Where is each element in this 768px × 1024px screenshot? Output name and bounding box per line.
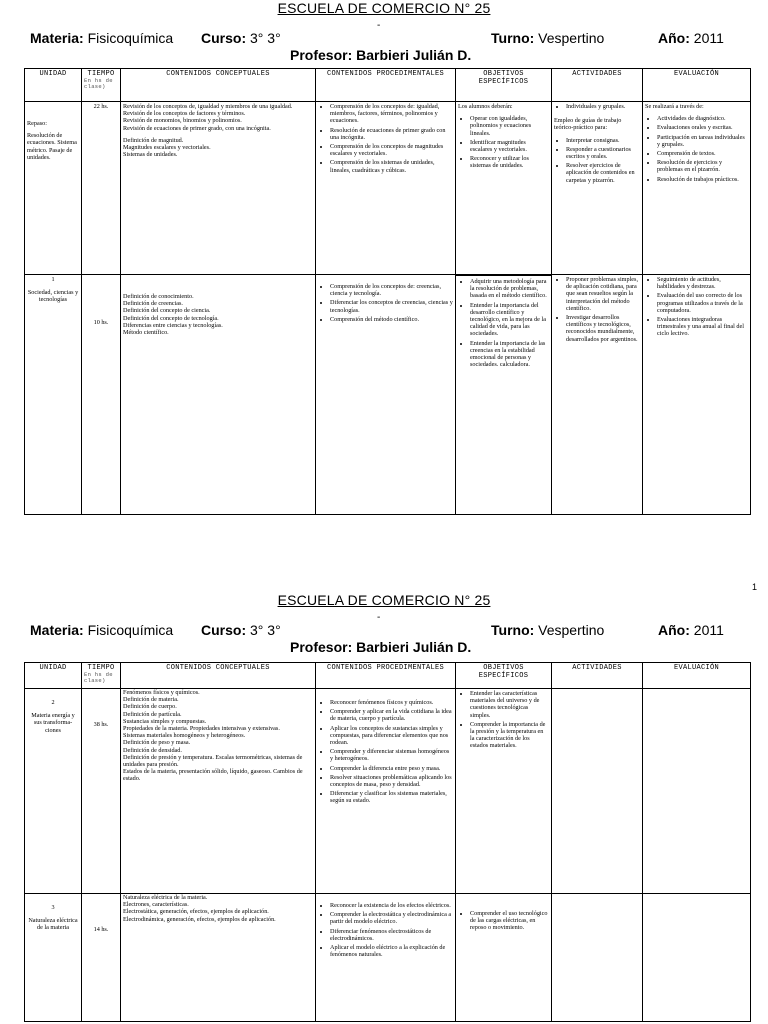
anio-value: 2011 — [693, 30, 724, 46]
evaluacion-cell — [643, 689, 751, 894]
curso-label: Curso: — [201, 622, 247, 638]
list-item: • Resolver ejercicios de aplicación de contenidos en carpetas y pizarrón. — [566, 162, 640, 184]
profesor-label: Profesor: — [290, 47, 353, 63]
procedimentales-cell — [316, 689, 456, 894]
list-item: • Adquirir una metodología para la resolución de problemas, basada en el método científico. — [470, 278, 549, 300]
list-item: • Responder a cuestionarios escritos y orales. — [566, 146, 640, 160]
curso-field — [201, 622, 281, 638]
unit-line: Repaso: — [27, 120, 47, 127]
list-item: • Evaluaciones integradoras trimestrales y una anual al final del ciclo lectivo. — [657, 316, 748, 338]
content-line: Definición del concepto de tecnología. — [123, 314, 219, 322]
content-line: Estados de la materia, presentación sólido, líquido, gaseoso. Cambios de estado. — [123, 768, 303, 783]
turno-value: Vespertino — [538, 30, 605, 46]
evaluacion-cell — [643, 275, 751, 515]
anio-label: Año: — [658, 622, 690, 638]
list-item: • Operar con igualdades, polinomios y ecuaciones lineales. — [470, 115, 549, 137]
materia-label: Materia: — [30, 622, 84, 638]
unit-cell — [25, 275, 82, 515]
list-item: • Comprender y aplicar en la vida cotidiana la idea de materia, cuerpo y partícula. — [330, 708, 453, 722]
list-item: • Diferenciar los conceptos de creencias, ciencias y tecnologías. — [330, 299, 453, 313]
content-line: Definición de peso y masa. — [123, 739, 191, 747]
plan-table-page-1 — [24, 68, 751, 515]
col-conceptuales: CONTENIDOS CONCEPTUALES — [121, 69, 316, 102]
unit-number: 1 — [51, 276, 55, 283]
list-item: • Entender la importancia del desarrollo científico y tecnológico, en la mejora de la calidad de vida, para las sociedades. — [470, 302, 549, 338]
content-line: Diferencias entre ciencias y tecnologías. — [123, 321, 223, 329]
time-cell: 38 hs. — [82, 689, 121, 894]
col-conceptuales: CONTENIDOS CONCEPTUALES — [121, 663, 316, 689]
col-objetivos: OBJETIVOS ESPECÍFICOS — [456, 663, 552, 689]
list-item: • Resolución de ejercicios y problemas en el pizarrón. — [657, 159, 748, 173]
col-evaluacion: EVALUACIÓN — [643, 663, 751, 689]
content-line: Sistemas materiales homogéneos y heterogéneos. — [123, 732, 246, 740]
col-tiempo — [82, 663, 121, 689]
actividades-cell — [552, 689, 643, 894]
objetivos-intro: Los alumnos deberán: — [458, 103, 513, 110]
school-title: ESCUELA DE COMERCIO N° 25 — [277, 592, 491, 608]
list-item: • Proponer problemas simples, de aplicación cotidiana, para que sean resueltos según la interpretación del método científico. — [566, 276, 640, 312]
anio-field — [658, 30, 724, 46]
content-line: Definición de densidad. — [123, 746, 182, 754]
time-cell: 22 hs. — [82, 102, 121, 275]
profesor-label: Profesor: — [290, 639, 353, 655]
list-item: • Reconocer la existencia de los efectos eléctricos. — [330, 902, 453, 909]
actividades-cell — [552, 102, 643, 275]
table-row — [25, 894, 751, 1022]
profesor-value: Barbieri Julián D. — [356, 639, 472, 655]
content-line: Fenómenos físicos y químicos. — [123, 689, 200, 696]
list-item: • Evaluaciones orales y escritas. — [657, 124, 748, 131]
content-line: Definición de materia. — [123, 696, 179, 704]
content-line: Definición del concepto de ciencia. — [123, 307, 211, 315]
list-item: • Resolución de trabajos prácticos. — [657, 176, 748, 183]
list-item: • Comprensión de los conceptos de: creencias, ciencia y tecnología. — [330, 283, 453, 297]
list-item: • Seguimiento de actitudes, habilidades y destrezas. — [657, 276, 748, 290]
content-line: Definición de magnitud. — [123, 136, 184, 144]
content-line: Definición de presión y temperatura. Escalas termométricas, sistemas de unidades para presión. — [123, 753, 303, 769]
procedimentales-cell — [316, 275, 456, 515]
content-line: Método científico. — [123, 329, 169, 337]
list-item: • Evaluación del uso correcto de los programas utilizados a través de la computadora. — [657, 292, 748, 314]
time-cell: 10 hs. — [82, 275, 121, 515]
content-line: Sistemas de unidades. — [123, 151, 178, 159]
list-item: • Interpretar consignas. — [566, 137, 640, 144]
objetivos-cell — [456, 894, 552, 1022]
objetivos-cell — [456, 689, 552, 894]
col-procedimentales: CONTENIDOS PROCEDIMENTALES — [316, 69, 456, 102]
col-tiempo-sub: En hs de clase) — [84, 671, 113, 684]
col-tiempo-label: TIEMPO — [87, 664, 115, 672]
list-item: • Comprender la diferencia entre peso y masa. — [330, 765, 453, 772]
materia-label: Materia: — [30, 30, 84, 46]
profesor-field — [290, 47, 471, 63]
content-line: Electrostática, generación, efectos, ejemplos de aplicación. — [123, 908, 269, 916]
conceptuales-cell — [121, 894, 316, 1022]
content-line: Propiedades de la materia. Propiedades intensivas y extensivas. — [123, 725, 280, 733]
page-number: 1 — [752, 582, 758, 592]
actividades-cell — [552, 275, 643, 515]
curso-field — [201, 30, 281, 46]
unit-line: Resolución de ecuaciones. Sistema métrico. Pasaje de unidades. — [27, 132, 77, 161]
objetivos-cell — [456, 275, 552, 515]
content-line: Electrodinámica, generación, efectos, ejemplos de aplicación. — [123, 915, 276, 923]
anio-field — [658, 622, 724, 638]
list-item: • Comprensión de textos. — [657, 150, 748, 157]
procedimentales-cell — [316, 894, 456, 1022]
list-item: • Comprensión de los conceptos de magnitudes escalares y vectoriales. — [330, 143, 453, 157]
table-header-row — [25, 69, 751, 102]
actividades-intro: Empleo de guías de trabajo teórico-práctico para: — [554, 117, 622, 132]
col-tiempo — [82, 69, 121, 102]
procedimentales-cell — [316, 102, 456, 275]
curso-value: 3° 3° — [250, 30, 281, 46]
anio-label: Año: — [658, 30, 690, 46]
col-actividades: ACTIVIDADES — [552, 69, 643, 102]
list-item: • Aplicar el modelo eléctrico a la explicación de fenómenos naturales. — [330, 944, 453, 958]
turno-label: Turno: — [491, 622, 535, 638]
curso-label: Curso: — [201, 30, 247, 46]
table-row — [25, 275, 751, 515]
unit-cell — [25, 102, 82, 275]
header-dash: - — [377, 20, 381, 31]
col-evaluacion: EVALUACIÓN — [643, 69, 751, 102]
list-item: • Individuales y grupales. — [566, 103, 640, 110]
profesor-value: Barbieri Julián D. — [356, 47, 472, 63]
turno-label: Turno: — [491, 30, 535, 46]
col-procedimentales: CONTENIDOS PROCEDIMENTALES — [316, 663, 456, 689]
table-row — [25, 689, 751, 894]
materia-value: Fisicoquímica — [87, 30, 174, 46]
anio-value: 2011 — [693, 622, 724, 638]
materia-value: Fisicoquímica — [87, 622, 174, 638]
unit-cell — [25, 689, 82, 894]
list-item: • Entender las características materiales del universo y de cuestiones tecnológicas simples. — [470, 690, 549, 719]
actividades-cell — [552, 894, 643, 1022]
time-cell: 14 hs. — [82, 894, 121, 1022]
list-item: • Comprensión de los sistemas de unidades, lineales, cuadráticas y cúbicas. — [330, 159, 453, 173]
content-line: Definición de conocimiento. — [123, 293, 194, 300]
unit-name: Materia energía y sus transforma-ciones — [31, 712, 75, 734]
materia-field — [30, 622, 173, 638]
unit-number: 2 — [51, 699, 55, 706]
evaluacion-cell — [643, 102, 751, 275]
list-item: • Actividades de diagnóstico. — [657, 115, 748, 122]
list-item: • Entender la importancia de las creencias en la estabilidad emocional de personas y sociedades. calculadora. — [470, 340, 549, 369]
col-tiempo-sub: En hs de clase) — [84, 77, 113, 90]
list-item: • Comprender el uso tecnológico de las cargas eléctricas, en reposo o movimiento. — [470, 910, 549, 932]
content-line: Revisión de los conceptos de factores y términos. — [123, 110, 246, 118]
list-item: • Resolución de ecuaciones de primer grado con una incógnita. — [330, 127, 453, 141]
list-item: • Comprender la importancia de la presión y la temperatura en la caracterización de los estados materiales. — [470, 721, 549, 750]
curso-value: 3° 3° — [250, 622, 281, 638]
col-tiempo-label: TIEMPO — [87, 70, 115, 78]
list-item: • Resolver situaciones problemáticas aplicando los conceptos de masa, peso y densidad. — [330, 774, 453, 788]
turno-value: Vespertino — [538, 622, 605, 638]
turno-field — [491, 622, 604, 638]
materia-field — [30, 30, 173, 46]
content-line: Naturaleza eléctrica de la materia. — [123, 894, 208, 901]
content-line: Definición de partícula. — [123, 710, 182, 718]
turno-field — [491, 30, 604, 46]
list-item: • Comprensión del método científico. — [330, 316, 453, 323]
content-line: Revisión de monomios, binomios y polinomios. — [123, 117, 242, 125]
plan-table-page-2 — [24, 662, 751, 1022]
unit-cell — [25, 894, 82, 1022]
objetivos-cell — [456, 102, 552, 275]
content-line: Sustancias simples y compuestas. — [123, 717, 207, 725]
table-row — [25, 102, 751, 275]
list-item: • Comprensión de los conceptos de: igualdad, miembros, factores, términos, polinomios y ecuaciones. — [330, 103, 453, 125]
col-objetivos: OBJETIVOS ESPECÍFICOS — [456, 69, 552, 102]
unit-number: 3 — [51, 904, 55, 911]
list-item: • Comprender la electrostática y electrodinámica a partir del modelo eléctrico. — [330, 911, 453, 925]
list-item: • Comprender y diferenciar sistemas homogéneos y heterogéneos. — [330, 748, 453, 762]
conceptuales-cell — [121, 102, 316, 275]
list-item: • Participación en tareas individuales y grupales. — [657, 134, 748, 148]
unit-name: Naturaleza eléctrica de la materia — [28, 917, 78, 932]
conceptuales-cell — [121, 689, 316, 894]
header-dash: - — [377, 612, 381, 623]
content-line: Definición de creencias. — [123, 300, 183, 308]
content-line: Electrones, características. — [123, 901, 189, 909]
evaluacion-cell — [643, 894, 751, 1022]
col-unidad: UNIDAD — [25, 69, 82, 102]
school-title: ESCUELA DE COMERCIO N° 25 — [277, 0, 491, 16]
content-line: Magnitudes escalares y vectoriales. — [123, 144, 211, 152]
list-item: • Investigar desarrollos científicos y tecnológicos, reconocidos mundialmente, desarrollados por argentinos. — [566, 314, 640, 343]
col-actividades: ACTIVIDADES — [552, 663, 643, 689]
list-item: • Reconocer y utilizar los sistemas de unidades. — [470, 155, 549, 169]
content-line: Revisión de los conceptos de, igualdad y miembros de una igualdad. — [123, 103, 293, 110]
evaluacion-intro: Se realizará a través de: — [645, 103, 704, 110]
table-header-row — [25, 663, 751, 689]
unit-name: Sociedad, ciencias y tecnologías — [27, 289, 79, 304]
conceptuales-cell — [121, 275, 316, 515]
list-item: • Diferenciar fenómenos electrostáticos de electrodinámicos. — [330, 928, 453, 942]
list-item: • Reconocer fenómenos físicos y químicos. — [330, 699, 453, 706]
profesor-field — [290, 639, 471, 655]
list-item: • Aplicar los conceptos de sustancias simples y compuestas, para diferenciar elementos que nos rodean. — [330, 725, 453, 747]
content-line: Definición de cuerpo. — [123, 703, 177, 711]
list-item: • Identificar magnitudes escalares y vectoriales. — [470, 139, 549, 153]
col-unidad: UNIDAD — [25, 663, 82, 689]
list-item: • Diferenciar y clasificar los sistemas materiales, según su estado. — [330, 790, 453, 804]
content-line: Revisión de ecuaciones de primer grado, con una incógnita. — [123, 124, 271, 132]
